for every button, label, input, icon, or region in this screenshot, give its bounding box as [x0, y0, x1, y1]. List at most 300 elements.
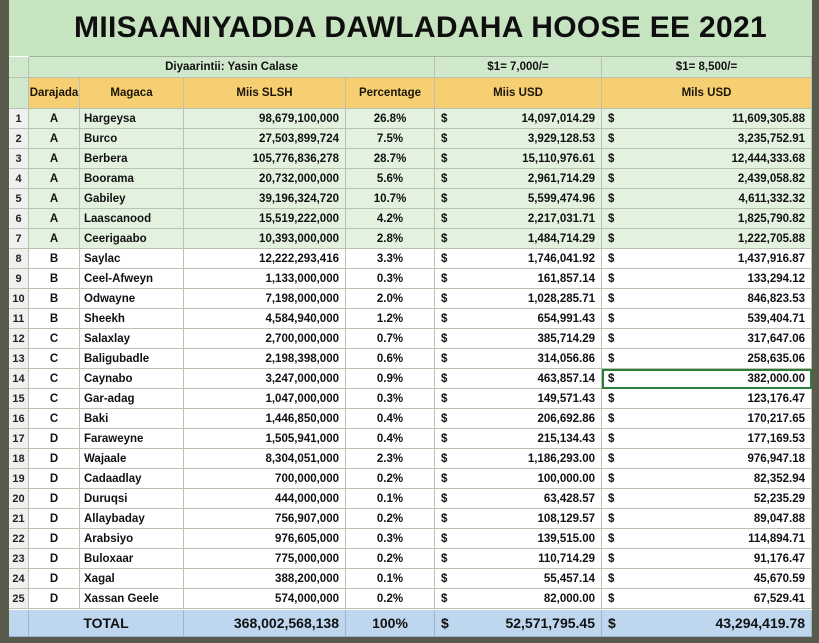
name-cell[interactable]: Burco: [80, 129, 184, 149]
table-row: [9, 329, 812, 349]
name-cell[interactable]: Xagal: [80, 569, 184, 589]
usd2-value: 52,235.29: [753, 492, 805, 505]
table-row: [9, 189, 812, 209]
table-row: [9, 549, 812, 569]
usd2-cell[interactable]: [602, 109, 812, 129]
usd1-value: 63,428.57: [543, 492, 595, 505]
grade-cell[interactable]: D: [29, 549, 80, 569]
grade-cell[interactable]: D: [29, 489, 80, 509]
usd2-cell[interactable]: [602, 289, 812, 309]
table-row: [9, 529, 812, 549]
row-number[interactable]: 7: [9, 229, 29, 249]
slsh-cell[interactable]: 444,000,000: [184, 489, 346, 509]
slsh-cell[interactable]: 105,776,836,278: [184, 149, 346, 169]
grade-cell[interactable]: A: [29, 109, 80, 129]
usd2-cell[interactable]: [602, 189, 812, 209]
dollar-sign: $: [441, 552, 448, 565]
percentage-cell[interactable]: 0.3%: [346, 269, 435, 289]
dollar-sign: $: [608, 352, 615, 365]
usd1-value: 161,857.14: [537, 272, 595, 285]
slsh-cell[interactable]: 4,584,940,000: [184, 309, 346, 329]
total-usd1[interactable]: [435, 610, 602, 637]
row-number[interactable]: 8: [9, 249, 29, 269]
slsh-cell[interactable]: 2,700,000,000: [184, 329, 346, 349]
usd2-cell[interactable]: [602, 509, 812, 529]
percentage-cell[interactable]: 7.5%: [346, 129, 435, 149]
usd2-cell[interactable]: [602, 149, 812, 169]
usd1-cell[interactable]: [435, 209, 602, 229]
total-slsh[interactable]: 368,002,568,138: [184, 610, 346, 637]
usd2-cell[interactable]: [602, 489, 812, 509]
table-row: [9, 469, 812, 489]
usd1-value: 110,714.29: [538, 552, 595, 565]
total-usd2-value: 43,294,419.78: [715, 615, 805, 631]
usd1-cell[interactable]: [435, 469, 602, 489]
usd2-cell[interactable]: [602, 569, 812, 589]
table-row: [9, 249, 812, 269]
name-cell[interactable]: Berbera: [80, 149, 184, 169]
row-number[interactable]: 10: [9, 289, 29, 309]
usd2-cell[interactable]: [602, 389, 812, 409]
slsh-cell[interactable]: 1,047,000,000: [184, 389, 346, 409]
percentage-cell[interactable]: 0.2%: [346, 509, 435, 529]
usd1-cell[interactable]: [435, 149, 602, 169]
usd1-value: 82,000.00: [543, 592, 595, 605]
dollar-sign: $: [441, 312, 448, 325]
percentage-cell[interactable]: 10.7%: [346, 189, 435, 209]
grade-cell[interactable]: C: [29, 369, 80, 389]
row-number[interactable]: 24: [9, 569, 29, 589]
usd2-cell[interactable]: [602, 589, 812, 609]
percentage-cell[interactable]: 28.7%: [346, 149, 435, 169]
usd1-cell[interactable]: [435, 309, 602, 329]
slsh-cell[interactable]: 27,503,899,724: [184, 129, 346, 149]
row-number[interactable]: 14: [9, 369, 29, 389]
slsh-cell[interactable]: 12,222,293,416: [184, 249, 346, 269]
usd1-cell[interactable]: [435, 329, 602, 349]
slsh-cell[interactable]: 2,198,398,000: [184, 349, 346, 369]
name-cell[interactable]: Baligubadle: [80, 349, 184, 369]
usd1-value: 139,515.00: [537, 532, 595, 545]
table-row: [9, 109, 812, 129]
total-pct[interactable]: 100%: [346, 610, 435, 637]
dollar-sign: $: [441, 592, 448, 605]
usd1-value: 100,000.00: [537, 472, 595, 485]
slsh-cell[interactable]: 15,519,222,000: [184, 209, 346, 229]
dollar-sign: $: [608, 232, 615, 245]
row-number[interactable]: 12: [9, 329, 29, 349]
col-miis-usd[interactable]: Miis USD: [435, 78, 602, 109]
usd1-value: 149,571.43: [537, 392, 595, 405]
percentage-cell[interactable]: 5.6%: [346, 169, 435, 189]
row-number[interactable]: 23: [9, 549, 29, 569]
usd1-cell[interactable]: [435, 549, 602, 569]
name-cell[interactable]: Laascanood: [80, 209, 184, 229]
dollar-sign: $: [441, 615, 449, 631]
table-row: [9, 269, 812, 289]
usd1-value: 5,599,474.96: [527, 192, 595, 205]
dollar-sign: $: [608, 372, 615, 385]
usd2-value: 11,609,305.88: [732, 112, 805, 125]
usd1-cell[interactable]: [435, 289, 602, 309]
grade-cell[interactable]: D: [29, 589, 80, 609]
usd1-value: 1,484,714.29: [527, 232, 595, 245]
usd2-cell[interactable]: [602, 349, 812, 369]
slsh-cell[interactable]: 756,907,000: [184, 509, 346, 529]
sheet-title[interactable]: MIISAANIYADDA DAWLADAHA HOOSE EE 2021: [29, 0, 812, 57]
dollar-sign: $: [608, 392, 615, 405]
row-number[interactable]: 15: [9, 389, 29, 409]
usd2-cell[interactable]: [602, 529, 812, 549]
row-number[interactable]: 18: [9, 449, 29, 469]
name-cell[interactable]: Gabiley: [80, 189, 184, 209]
percentage-cell[interactable]: 0.4%: [346, 409, 435, 429]
usd2-cell[interactable]: [602, 269, 812, 289]
usd1-cell[interactable]: [435, 409, 602, 429]
slsh-cell[interactable]: 39,196,324,720: [184, 189, 346, 209]
name-cell[interactable]: Buloxaar: [80, 549, 184, 569]
row-number[interactable]: 6: [9, 209, 29, 229]
name-cell[interactable]: Xassan Geele: [80, 589, 184, 609]
usd2-value: 123,176.47: [747, 392, 805, 405]
slsh-cell[interactable]: 10,393,000,000: [184, 229, 346, 249]
row-header-blank: [9, 78, 29, 109]
usd2-cell[interactable]: [602, 329, 812, 349]
usd1-cell[interactable]: [435, 389, 602, 409]
col-darajada[interactable]: Darajada: [29, 78, 80, 109]
column-header-row: [9, 78, 812, 109]
dollar-sign: $: [441, 252, 448, 265]
row-header-blank: [9, 0, 29, 56]
name-cell[interactable]: Ceerigaabo: [80, 229, 184, 249]
table-row: [9, 209, 812, 229]
usd1-cell[interactable]: [435, 589, 602, 609]
usd2-value: 67,529.41: [753, 592, 805, 605]
table-row: [9, 429, 812, 449]
name-cell[interactable]: Caynabo: [80, 369, 184, 389]
usd2-value: 846,823.53: [747, 292, 805, 305]
row-number[interactable]: 21: [9, 509, 29, 529]
usd2-cell[interactable]: [602, 369, 812, 389]
row-number[interactable]: 11: [9, 309, 29, 329]
percentage-cell[interactable]: 0.2%: [346, 469, 435, 489]
usd2-value: 91,176.47: [753, 552, 805, 565]
usd1-value: 15,110,976.61: [522, 152, 595, 165]
usd1-value: 206,692.86: [537, 412, 595, 425]
col-mils-usd[interactable]: Mils USD: [602, 78, 812, 109]
table-row: [9, 389, 812, 409]
row-number[interactable]: 5: [9, 189, 29, 209]
row-number[interactable]: 3: [9, 149, 29, 169]
total-usd2[interactable]: [602, 610, 812, 637]
percentage-cell[interactable]: 3.3%: [346, 249, 435, 269]
dollar-sign: $: [441, 112, 448, 125]
name-cell[interactable]: Boorama: [80, 169, 184, 189]
table-row: [9, 449, 812, 469]
slsh-cell[interactable]: 775,000,000: [184, 549, 346, 569]
dollar-sign: $: [608, 272, 615, 285]
col-miis-slsh[interactable]: Miis SLSH: [184, 78, 346, 109]
usd2-value: 82,352.94: [753, 472, 805, 485]
usd1-cell[interactable]: [435, 129, 602, 149]
dollar-sign: $: [441, 472, 448, 485]
usd1-value: 1,028,285.71: [527, 292, 595, 305]
grade-cell[interactable]: D: [29, 529, 80, 549]
usd1-cell[interactable]: [435, 249, 602, 269]
name-cell[interactable]: Duruqsi: [80, 489, 184, 509]
usd1-cell[interactable]: [435, 109, 602, 129]
slsh-cell[interactable]: 8,304,051,000: [184, 449, 346, 469]
name-cell[interactable]: Saylac: [80, 249, 184, 269]
grade-cell[interactable]: A: [29, 229, 80, 249]
table-row: [9, 129, 812, 149]
grade-cell[interactable]: C: [29, 409, 80, 429]
grade-cell[interactable]: B: [29, 269, 80, 289]
usd1-cell[interactable]: [435, 189, 602, 209]
grade-cell[interactable]: D: [29, 449, 80, 469]
usd1-cell[interactable]: [435, 529, 602, 549]
percentage-cell[interactable]: 0.3%: [346, 529, 435, 549]
table-row: [9, 149, 812, 169]
percentage-cell[interactable]: 2.0%: [346, 289, 435, 309]
slsh-cell[interactable]: 388,200,000: [184, 569, 346, 589]
dollar-sign: $: [441, 212, 448, 225]
name-cell[interactable]: Salaxlay: [80, 329, 184, 349]
usd2-cell[interactable]: [602, 549, 812, 569]
name-cell[interactable]: Ceel-Afweyn: [80, 269, 184, 289]
total-label[interactable]: TOTAL: [29, 610, 184, 637]
table-row: [9, 289, 812, 309]
slsh-cell[interactable]: 1,446,850,000: [184, 409, 346, 429]
usd1-value: 2,217,031.71: [527, 212, 595, 225]
name-cell[interactable]: Arabsiyo: [80, 529, 184, 549]
name-cell[interactable]: Sheekh: [80, 309, 184, 329]
usd1-cell[interactable]: [435, 229, 602, 249]
dollar-sign: $: [441, 432, 448, 445]
usd1-cell[interactable]: [435, 509, 602, 529]
dollar-sign: $: [441, 572, 448, 585]
dollar-sign: $: [608, 132, 615, 145]
dollar-sign: $: [608, 412, 615, 425]
dollar-sign: $: [608, 532, 615, 545]
dollar-sign: $: [441, 512, 448, 525]
total-usd1-value: 52,571,795.45: [505, 615, 595, 631]
row-number[interactable]: 22: [9, 529, 29, 549]
name-cell[interactable]: Wajaale: [80, 449, 184, 469]
usd2-cell[interactable]: [602, 169, 812, 189]
spreadsheet: [9, 0, 812, 637]
usd1-value: 463,857.14: [537, 372, 595, 385]
percentage-cell[interactable]: 0.2%: [346, 549, 435, 569]
grade-cell[interactable]: C: [29, 349, 80, 369]
percentage-cell[interactable]: 0.9%: [346, 369, 435, 389]
name-cell[interactable]: Hargeysa: [80, 109, 184, 129]
usd2-value: 1,437,916.87: [737, 252, 805, 265]
table-row: [9, 589, 812, 609]
dollar-sign: $: [441, 412, 448, 425]
table-row: [9, 229, 812, 249]
percentage-cell[interactable]: 0.1%: [346, 569, 435, 589]
name-cell[interactable]: Gar-adag: [80, 389, 184, 409]
dollar-sign: $: [608, 312, 615, 325]
usd1-cell[interactable]: [435, 169, 602, 189]
dollar-sign: $: [441, 292, 448, 305]
row-number[interactable]: 9: [9, 269, 29, 289]
usd1-value: 385,714.29: [537, 332, 595, 345]
dollar-sign: $: [441, 532, 448, 545]
grade-cell[interactable]: A: [29, 169, 80, 189]
usd2-value: 382,000.00: [747, 372, 805, 385]
usd2-cell[interactable]: [602, 309, 812, 329]
slsh-cell[interactable]: 1,133,000,000: [184, 269, 346, 289]
grade-cell[interactable]: D: [29, 569, 80, 589]
slsh-cell[interactable]: 700,000,000: [184, 469, 346, 489]
dollar-sign: $: [608, 552, 615, 565]
percentage-cell[interactable]: 0.1%: [346, 489, 435, 509]
usd2-cell[interactable]: [602, 129, 812, 149]
usd1-cell[interactable]: [435, 369, 602, 389]
grade-cell[interactable]: D: [29, 509, 80, 529]
name-cell[interactable]: Odwayne: [80, 289, 184, 309]
usd1-cell[interactable]: [435, 569, 602, 589]
usd2-value: 2,439,058.82: [737, 172, 805, 185]
usd1-value: 215,134.43: [537, 432, 595, 445]
usd1-cell[interactable]: [435, 349, 602, 369]
usd1-cell[interactable]: [435, 449, 602, 469]
slsh-cell[interactable]: 7,198,000,000: [184, 289, 346, 309]
usd2-value: 317,647.06: [747, 332, 805, 345]
slsh-cell[interactable]: 1,505,941,000: [184, 429, 346, 449]
usd2-value: 258,635.06: [747, 352, 805, 365]
usd1-value: 654,991.43: [537, 312, 595, 325]
slsh-cell[interactable]: 98,679,100,000: [184, 109, 346, 129]
row-number[interactable]: 19: [9, 469, 29, 489]
col-magaca[interactable]: Magaca: [80, 78, 184, 109]
usd2-cell[interactable]: [602, 449, 812, 469]
col-percentage[interactable]: Percentage: [346, 78, 435, 109]
usd2-cell[interactable]: [602, 409, 812, 429]
percentage-cell[interactable]: 2.8%: [346, 229, 435, 249]
row-number[interactable]: 17: [9, 429, 29, 449]
row-number[interactable]: 2: [9, 129, 29, 149]
grade-cell[interactable]: A: [29, 189, 80, 209]
row-number[interactable]: 16: [9, 409, 29, 429]
percentage-cell[interactable]: 1.2%: [346, 309, 435, 329]
grade-cell[interactable]: B: [29, 249, 80, 269]
usd2-value: 133,294.12: [747, 272, 805, 285]
row-number[interactable]: 4: [9, 169, 29, 189]
usd2-value: 539,404.71: [747, 312, 805, 325]
usd2-cell[interactable]: [602, 429, 812, 449]
dollar-sign: $: [441, 372, 448, 385]
percentage-cell[interactable]: 4.2%: [346, 209, 435, 229]
dollar-sign: $: [608, 592, 615, 605]
table-row: [9, 349, 812, 369]
grade-cell[interactable]: A: [29, 209, 80, 229]
usd2-value: 170,217.65: [747, 412, 805, 425]
percentage-cell[interactable]: 0.2%: [346, 589, 435, 609]
usd2-value: 114,894.71: [748, 532, 805, 545]
slsh-cell[interactable]: 976,605,000: [184, 529, 346, 549]
total-row: [9, 610, 812, 637]
usd1-value: 314,056.86: [537, 352, 595, 365]
name-cell[interactable]: Cadaadlay: [80, 469, 184, 489]
slsh-cell[interactable]: 574,000,000: [184, 589, 346, 609]
dollar-sign: $: [608, 432, 615, 445]
name-cell[interactable]: Allaybaday: [80, 509, 184, 529]
dollar-sign: $: [608, 615, 616, 631]
grade-cell[interactable]: C: [29, 329, 80, 349]
slsh-cell[interactable]: 3,247,000,000: [184, 369, 346, 389]
usd2-value: 3,235,752.91: [737, 132, 805, 145]
dollar-sign: $: [608, 172, 615, 185]
percentage-cell[interactable]: 2.3%: [346, 449, 435, 469]
dollar-sign: $: [441, 392, 448, 405]
table-row: [9, 169, 812, 189]
usd2-value: 177,169.53: [747, 432, 805, 445]
grade-cell[interactable]: D: [29, 429, 80, 449]
dollar-sign: $: [441, 452, 448, 465]
rate1-cell[interactable]: $1= 7,000/=: [435, 57, 602, 78]
grade-cell[interactable]: C: [29, 389, 80, 409]
grade-cell[interactable]: A: [29, 149, 80, 169]
usd2-cell[interactable]: [602, 469, 812, 489]
usd1-value: 1,186,293.00: [527, 452, 595, 465]
name-cell[interactable]: Baki: [80, 409, 184, 429]
dollar-sign: $: [608, 252, 615, 265]
usd1-cell[interactable]: [435, 489, 602, 509]
dollar-sign: $: [608, 472, 615, 485]
percentage-cell[interactable]: 0.7%: [346, 329, 435, 349]
table-row: [9, 369, 812, 389]
usd1-cell[interactable]: [435, 429, 602, 449]
usd2-cell[interactable]: [602, 249, 812, 269]
percentage-cell[interactable]: 26.8%: [346, 109, 435, 129]
percentage-cell[interactable]: 0.6%: [346, 349, 435, 369]
grade-cell[interactable]: B: [29, 289, 80, 309]
usd1-value: 2,961,714.29: [527, 172, 595, 185]
row-number[interactable]: 20: [9, 489, 29, 509]
usd2-value: 4,611,332.32: [738, 192, 805, 205]
percentage-cell[interactable]: 0.3%: [346, 389, 435, 409]
usd2-value: 12,444,333.68: [731, 152, 805, 165]
row-number[interactable]: 1: [9, 109, 29, 129]
row-number[interactable]: 13: [9, 349, 29, 369]
usd2-cell[interactable]: [602, 229, 812, 249]
table-row: [9, 309, 812, 329]
usd2-value: 45,670.59: [753, 572, 805, 585]
percentage-cell[interactable]: 0.4%: [346, 429, 435, 449]
rate2-cell[interactable]: $1= 8,500/=: [602, 57, 812, 78]
author-cell[interactable]: Diyaarintii: Yasin Calase: [29, 57, 435, 78]
usd2-value: 976,947.18: [747, 452, 805, 465]
usd2-cell[interactable]: [602, 209, 812, 229]
dollar-sign: $: [608, 152, 615, 165]
dollar-sign: $: [608, 332, 615, 345]
row-number[interactable]: 25: [9, 589, 29, 609]
usd2-value: 1,222,705.88: [737, 232, 805, 245]
grade-cell[interactable]: D: [29, 469, 80, 489]
dollar-sign: $: [441, 132, 448, 145]
grade-cell[interactable]: A: [29, 129, 80, 149]
slsh-cell[interactable]: 20,732,000,000: [184, 169, 346, 189]
name-cell[interactable]: Faraweyne: [80, 429, 184, 449]
dollar-sign: $: [441, 272, 448, 285]
usd1-cell[interactable]: [435, 269, 602, 289]
table-row: [9, 509, 812, 529]
grade-cell[interactable]: B: [29, 309, 80, 329]
usd2-value: 89,047.88: [753, 512, 805, 525]
